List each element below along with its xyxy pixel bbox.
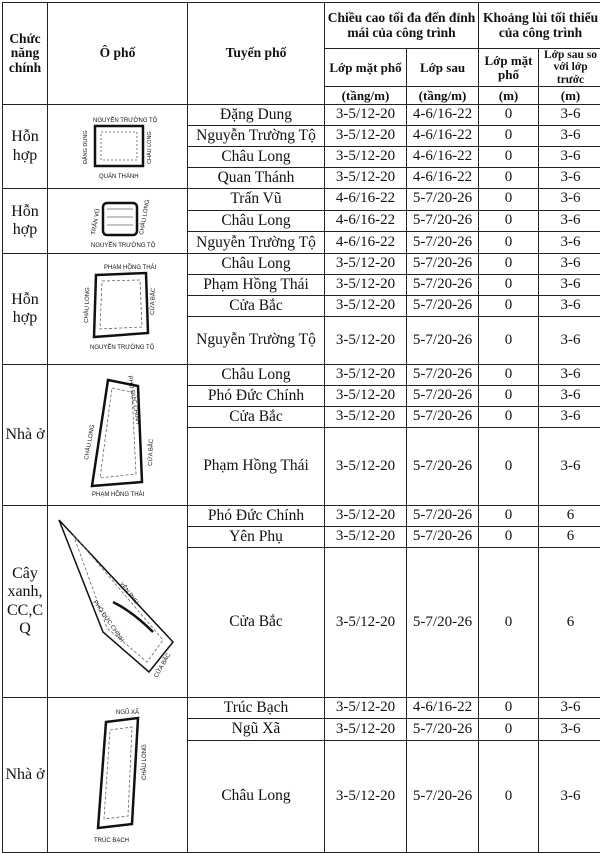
table-row [3, 105, 600, 126]
setback-back-cell: 3-6 [539, 740, 600, 852]
header-unit-m: (m) [479, 87, 539, 105]
setback-back-cell: 6 [539, 506, 600, 527]
street-cell: Châu Long [188, 254, 325, 275]
height-back-cell: 4-6/16-22 [407, 168, 479, 189]
street-cell: Châu Long [188, 210, 325, 232]
setback-back-cell: 3-6 [539, 232, 600, 254]
setback-front-cell: 0 [479, 407, 539, 428]
sketch-label: PHÓ ĐỨC CHÍNH [126, 375, 141, 425]
height-back-cell: 5-7/20-26 [407, 232, 479, 254]
header-height-group: Chiều cao tối đa đến đỉnh mái của công trình [325, 3, 479, 49]
height-front-cell: 3-5/12-20 [325, 698, 407, 719]
table-row [3, 189, 600, 211]
setback-back-cell: 3-6 [539, 126, 600, 147]
sketch-label: CỬA BẮC [146, 438, 155, 466]
sketch-label: NGUYỄN TRƯỜNG TỘ [93, 117, 158, 124]
regulation-table [2, 2, 600, 853]
height-front-cell: 3-5/12-20 [325, 740, 407, 852]
height-back-cell: 5-7/20-26 [407, 365, 479, 386]
street-cell: Trấn Vũ [188, 189, 325, 211]
block-sketch [48, 254, 188, 365]
sketch-label: CHÂU LONG [83, 287, 91, 323]
height-back-cell: 5-7/20-26 [407, 317, 479, 365]
table-row [3, 698, 600, 719]
setback-front-cell: 0 [479, 740, 539, 852]
function-cell: Hỗn hợp [3, 254, 48, 365]
street-cell: Châu Long [188, 740, 325, 852]
height-front-cell: 3-5/12-20 [325, 548, 407, 698]
street-cell: Cửa Bắc [188, 296, 325, 317]
setback-front-cell: 0 [479, 365, 539, 386]
height-back-cell: 4-6/16-22 [407, 105, 479, 126]
setback-back-cell: 3-6 [539, 428, 600, 506]
setback-front-cell: 0 [479, 147, 539, 168]
function-cell: Nhà ở [3, 365, 48, 506]
setback-back-cell: 3-6 [539, 254, 600, 275]
header-unit-height: (tầng/m) [325, 87, 407, 105]
height-front-cell: 3-5/12-20 [325, 147, 407, 168]
setback-front-cell: 0 [479, 275, 539, 296]
setback-front-cell: 0 [479, 317, 539, 365]
setback-front-cell: 0 [479, 698, 539, 719]
function-cell: Hỗn hợp [3, 189, 48, 254]
street-cell: Nguyễn Trường Tộ [188, 317, 325, 365]
sketch-label: ĐẶNG DUNG [82, 130, 89, 164]
header-street: Tuyến phố [188, 3, 325, 105]
setback-back-cell: 6 [539, 527, 600, 548]
setback-front-cell: 0 [479, 168, 539, 189]
height-back-cell: 4-6/16-22 [407, 147, 479, 168]
setback-back-cell: 3-6 [539, 317, 600, 365]
height-back-cell: 5-7/20-26 [407, 254, 479, 275]
header-front-layer: Lớp mặt phố [325, 49, 407, 87]
function-cell: Cây xanh, CC,C Q [3, 506, 48, 698]
setback-back-cell: 6 [539, 548, 600, 698]
header-setback-group: Khoảng lùi tối thiểu của công trình [479, 3, 600, 49]
setback-back-cell: 3-6 [539, 719, 600, 740]
setback-front-cell: 0 [479, 719, 539, 740]
setback-front-cell: 0 [479, 386, 539, 407]
setback-front-cell: 0 [479, 296, 539, 317]
height-back-cell: 5-7/20-26 [407, 548, 479, 698]
height-front-cell: 3-5/12-20 [325, 527, 407, 548]
table-row [3, 365, 600, 386]
street-cell: Phó Đức Chính [188, 386, 325, 407]
height-front-cell: 4-6/16-22 [325, 210, 407, 232]
height-back-cell: 5-7/20-26 [407, 210, 479, 232]
height-front-cell: 3-5/12-20 [325, 506, 407, 527]
header-function: Chức năng chính [3, 3, 48, 105]
sketch-label: CHÂU LONG [141, 744, 148, 780]
sketch-label: NGUYỄN TRƯỜNG TỘ [91, 242, 156, 249]
height-front-cell: 3-5/12-20 [325, 275, 407, 296]
height-front-cell: 3-5/12-20 [325, 296, 407, 317]
header-unit-height-back: (tầng/m) [407, 87, 479, 105]
height-back-cell: 5-7/20-26 [407, 407, 479, 428]
height-front-cell: 3-5/12-20 [325, 386, 407, 407]
height-front-cell: 3-5/12-20 [325, 254, 407, 275]
street-cell: Châu Long [188, 365, 325, 386]
street-cell: Phạm Hồng Thái [188, 275, 325, 296]
sketch-label: TRÚC BẠCH [94, 837, 129, 844]
table-row [3, 506, 600, 527]
street-cell: Quan Thánh [188, 168, 325, 189]
header-unit-m-back: (m) [539, 87, 600, 105]
setback-back-cell: 3-6 [539, 365, 600, 386]
sketch-label: NGUYỄN TRƯỜNG TỘ [90, 344, 155, 351]
height-back-cell: 4-6/16-22 [407, 698, 479, 719]
height-front-cell: 3-5/12-20 [325, 168, 407, 189]
setback-front-cell: 0 [479, 527, 539, 548]
sketch-label: NGŨ XÃ [116, 709, 139, 716]
setback-front-cell: 0 [479, 506, 539, 527]
table-body [3, 105, 600, 853]
height-front-cell: 3-5/12-20 [325, 365, 407, 386]
header-block: Ô phố [48, 3, 188, 105]
street-cell: Cửa Bắc [188, 407, 325, 428]
street-cell: Ngũ Xã [188, 719, 325, 740]
street-cell: Nguyễn Trường Tộ [188, 232, 325, 254]
street-cell: Trúc Bạch [188, 698, 325, 719]
height-back-cell: 5-7/20-26 [407, 428, 479, 506]
street-cell: Đặng Dung [188, 105, 325, 126]
header-back-layer: Lớp sau [407, 49, 479, 87]
setback-front-cell: 0 [479, 210, 539, 232]
height-back-cell: 5-7/20-26 [407, 719, 479, 740]
height-front-cell: 3-5/12-20 [325, 407, 407, 428]
setback-back-cell: 3-6 [539, 210, 600, 232]
sketch-label: YÊN PHỤ [117, 580, 140, 606]
block-sketch [48, 189, 188, 254]
block-sketch [48, 698, 188, 853]
street-cell: Cửa Bắc [188, 548, 325, 698]
height-front-cell: 4-6/16-22 [325, 232, 407, 254]
height-back-cell: 5-7/20-26 [407, 189, 479, 211]
sketch-label: CHÂU LONG [146, 131, 153, 164]
height-back-cell: 5-7/20-26 [407, 275, 479, 296]
height-back-cell: 5-7/20-26 [407, 740, 479, 852]
street-cell: Châu Long [188, 147, 325, 168]
header-setback-front: Lớp mặt phố [479, 49, 539, 87]
height-front-cell: 3-5/12-20 [325, 317, 407, 365]
setback-back-cell: 3-6 [539, 168, 600, 189]
sketch-label: TRẤN VŨ [90, 208, 101, 235]
sketch-label: QUÁN THÁNH [99, 173, 139, 180]
function-cell: Hỗn hợp [3, 105, 48, 189]
setback-front-cell: 0 [479, 428, 539, 506]
height-front-cell: 3-5/12-20 [325, 719, 407, 740]
setback-back-cell: 3-6 [539, 147, 600, 168]
height-front-cell: 3-5/12-20 [325, 428, 407, 506]
setback-back-cell: 3-6 [539, 407, 600, 428]
street-cell: Yên Phụ [188, 527, 325, 548]
sketch-label: PHÓ ĐỨC CHÍNH [91, 599, 125, 643]
height-back-cell: 4-6/16-22 [407, 126, 479, 147]
setback-front-cell: 0 [479, 254, 539, 275]
setback-back-cell: 3-6 [539, 386, 600, 407]
block-sketch [48, 365, 188, 506]
height-back-cell: 5-7/20-26 [407, 527, 479, 548]
setback-front-cell: 0 [479, 548, 539, 698]
sketch-label: CHÂU LONG [138, 199, 151, 236]
setback-back-cell: 3-6 [539, 698, 600, 719]
setback-front-cell: 0 [479, 126, 539, 147]
function-cell: Nhà ở [3, 698, 48, 853]
header-setback-back: Lớp sau so với lớp trước [539, 49, 600, 87]
height-back-cell: 5-7/20-26 [407, 506, 479, 527]
sketch-label: CHÂU LONG [83, 424, 96, 461]
street-cell: Nguyễn Trường Tộ [188, 126, 325, 147]
street-cell: Phó Đức Chính [188, 506, 325, 527]
setback-front-cell: 0 [479, 189, 539, 211]
setback-back-cell: 3-6 [539, 189, 600, 211]
height-back-cell: 5-7/20-26 [407, 296, 479, 317]
height-back-cell: 5-7/20-26 [407, 386, 479, 407]
block-sketch [48, 105, 188, 189]
height-front-cell: 3-5/12-20 [325, 126, 407, 147]
height-front-cell: 4-6/16-22 [325, 189, 407, 211]
setback-back-cell: 3-6 [539, 275, 600, 296]
sketch-label: PHẠM HỒNG THÁI [104, 264, 157, 271]
setback-front-cell: 0 [479, 232, 539, 254]
setback-back-cell: 3-6 [539, 296, 600, 317]
setback-front-cell: 0 [479, 105, 539, 126]
block-sketch [48, 506, 188, 698]
setback-back-cell: 3-6 [539, 105, 600, 126]
sketch-label: PHẠM HỒNG THÁI [92, 491, 145, 498]
street-cell: Phạm Hồng Thái [188, 428, 325, 506]
sketch-label: CỬA BẮC [148, 287, 157, 315]
sketch-label: CỬA BẮC [151, 650, 172, 678]
table-row [3, 254, 600, 275]
height-front-cell: 3-5/12-20 [325, 105, 407, 126]
